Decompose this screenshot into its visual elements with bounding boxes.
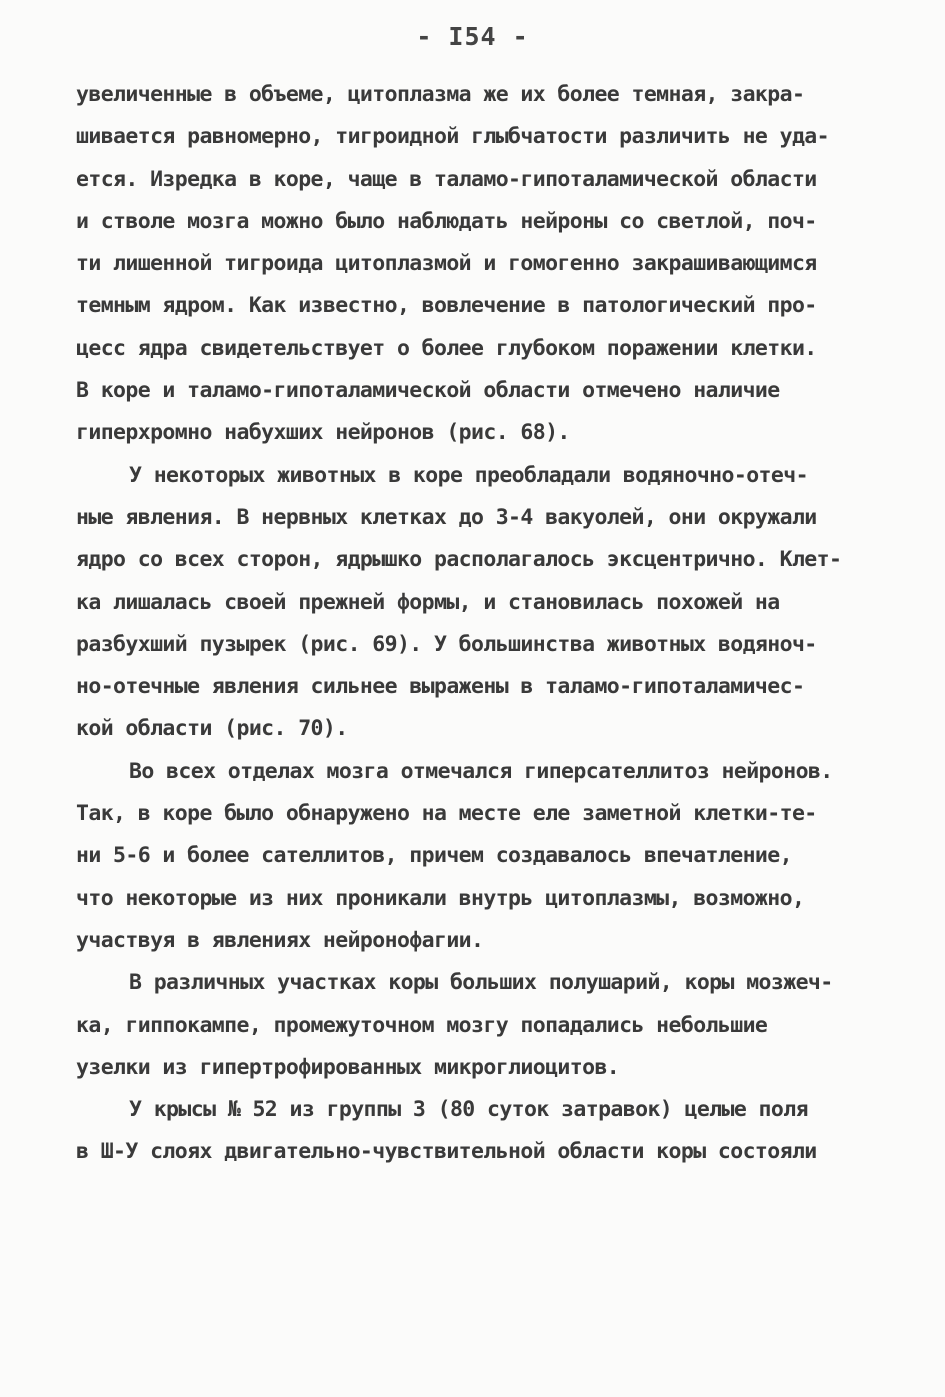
text-line: В различных участках коры больших полушарий, коры мозжеч- [129, 970, 833, 996]
text-line: узелки из гипертрофированных микроглиоцитов. [76, 1054, 620, 1080]
text-line: разбухший пузырек (рис. 69). У большинства животных водяноч- [76, 631, 817, 657]
text-line: В коре и таламо-гипоталамической области отмечено наличие [76, 378, 780, 404]
text-line: гиперхромно набухших нейронов (рис. 68). [76, 420, 570, 446]
text-line: У некоторых животных в коре преобладали водяночно-отеч- [129, 462, 808, 488]
text-line: Так, в коре было обнаружено на месте еле заметной клетки-те- [76, 801, 817, 827]
text-line: ные явления. В нервных клетках до 3-4 вакуолей, они окружали [76, 504, 817, 530]
body-text [76, 74, 876, 1174]
text-line: увеличенные в объеме, цитоплазма же их более темная, закра- [76, 82, 805, 107]
text-line: участвуя в явлениях нейронофагии. [76, 927, 484, 953]
text-line: шивается равномерно, тигроидной глыбчатости различить не уда- [76, 124, 829, 150]
text-line: цесс ядра свидетельствует о более глубоком поражении клетки. [76, 335, 817, 361]
text-line: и стволе мозга можно было наблюдать нейроны со светлой, поч- [76, 208, 817, 234]
text-line: ти лишенной тигроида цитоплазмой и гомогенно закрашивающимся [76, 251, 817, 277]
text-line: но-отечные явления сильнее выражены в таламо-гипоталамичес- [76, 674, 805, 700]
text-line: У крысы № 52 из группы 3 (80 суток затравок) целые поля [129, 1097, 808, 1123]
text-line: кой области (рис. 70). [76, 716, 348, 742]
text-line: Во всех отделах мозга отмечался гиперсателлитоз нейронов. [129, 758, 833, 784]
text-line: ни 5-6 и более сателлитов, причем создавалось впечатление, [76, 843, 792, 869]
text-line: ется. Изредка в коре, чаще в таламо-гипоталамической области [76, 166, 817, 192]
text-line: что некоторые из них проникали внутрь цитоплазмы, возможно, [76, 885, 805, 911]
text-line: ка лишалась своей прежней формы, и становилась похожей на [76, 589, 780, 615]
text-line: ка, гиппокампе, промежуточном мозгу попадались небольшие [76, 1012, 768, 1038]
text-line: в Ш-У слоях двигательно-чувствительной области коры состояли [76, 1139, 817, 1165]
text-line: темным ядром. Как известно, вовлечение в патологический про- [76, 293, 817, 319]
page-number: - I54 - [416, 22, 529, 51]
text-line: ядро со всех сторон, ядрышко располагалось эксцентрично. Клет- [76, 547, 842, 573]
